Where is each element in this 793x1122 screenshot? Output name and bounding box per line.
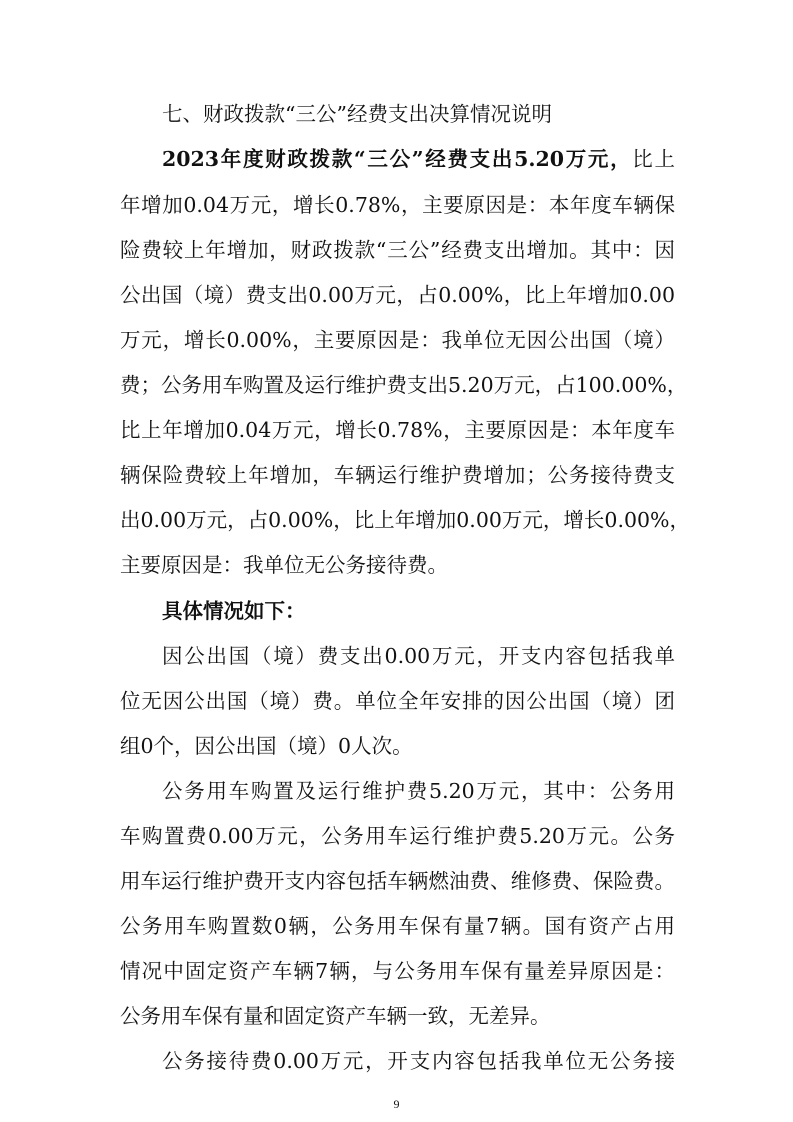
paragraph-1-line-3: 险费较上年增加，财政拨款“三公”经费支出增加。其中：因 xyxy=(120,238,675,262)
paragraph-1-line-5: 万元，增长0.00%，主要原因是：我单位无因公出国（境） xyxy=(120,328,675,352)
paragraph-3-line-2: 车购置费0.00万元，公务用车运行维护费5.20万元。公务 xyxy=(120,824,675,848)
paragraph-3-line-5: 情况中固定资产车辆7辆，与公务用车保有量差异原因是： xyxy=(120,959,675,983)
paragraph-1-line-8: 辆保险费较上年增加，车辆运行维护费增加；公务接待费支 xyxy=(120,463,675,487)
paragraph-3-line-3: 用车运行维护费开支内容包括车辆燃油费、维修费、保险费。 xyxy=(120,869,675,893)
subheading: 具体情况如下： xyxy=(162,599,306,623)
paragraph-2-line-3: 组0个，因公出国（境）0人次。 xyxy=(120,734,413,758)
paragraph-1-line-1-rest: 比上 xyxy=(632,147,675,171)
paragraph-1-line-6: 费；公务用车购置及运行维护费支出5.20万元，占100.00%， xyxy=(120,373,688,397)
paragraph-4-line-1: 公务接待费0.00万元，开支内容包括我单位无公务接 xyxy=(162,1049,675,1073)
page-number: 9 xyxy=(393,1097,400,1111)
paragraph-2-line-2: 位无因公出国（境）费。单位全年安排的因公出国（境）团 xyxy=(120,689,675,713)
paragraph-1-line-10: 主要原因是：我单位无公务接待费。 xyxy=(120,553,448,577)
paragraph-3-line-6: 公务用车保有量和固定资产车辆一致，无差异。 xyxy=(120,1004,551,1028)
paragraph-2-line-1: 因公出国（境）费支出0.00万元，开支内容包括我单 xyxy=(162,644,675,668)
paragraph-3-line-1: 公务用车购置及运行维护费5.20万元，其中：公务用 xyxy=(162,779,675,803)
paragraph-1-line-7: 比上年增加0.04万元，增长0.78%，主要原因是：本年度车 xyxy=(120,418,675,442)
paragraph-3-line-4: 公务用车购置数0辆，公务用车保有量7辆。国有资产占用 xyxy=(120,914,675,938)
paragraph-1-line-4: 公出国（境）费支出0.00万元，占0.00%，比上年增加0.00 xyxy=(120,283,675,307)
section-heading: 七、财政拨款“三公”经费支出决算情况说明 xyxy=(162,102,552,126)
paragraph-1-line-1 xyxy=(162,149,675,170)
paragraph-1-line-9: 出0.00万元，占0.00%，比上年增加0.00万元，增长0.00%， xyxy=(120,508,691,532)
paragraph-1-line-2: 年增加0.04万元，增长0.78%，主要原因是：本年度车辆保 xyxy=(120,193,675,217)
paragraph-1-lead-bold: 2023年度财政拨款“三公”经费支出5.20万元， xyxy=(162,147,633,171)
